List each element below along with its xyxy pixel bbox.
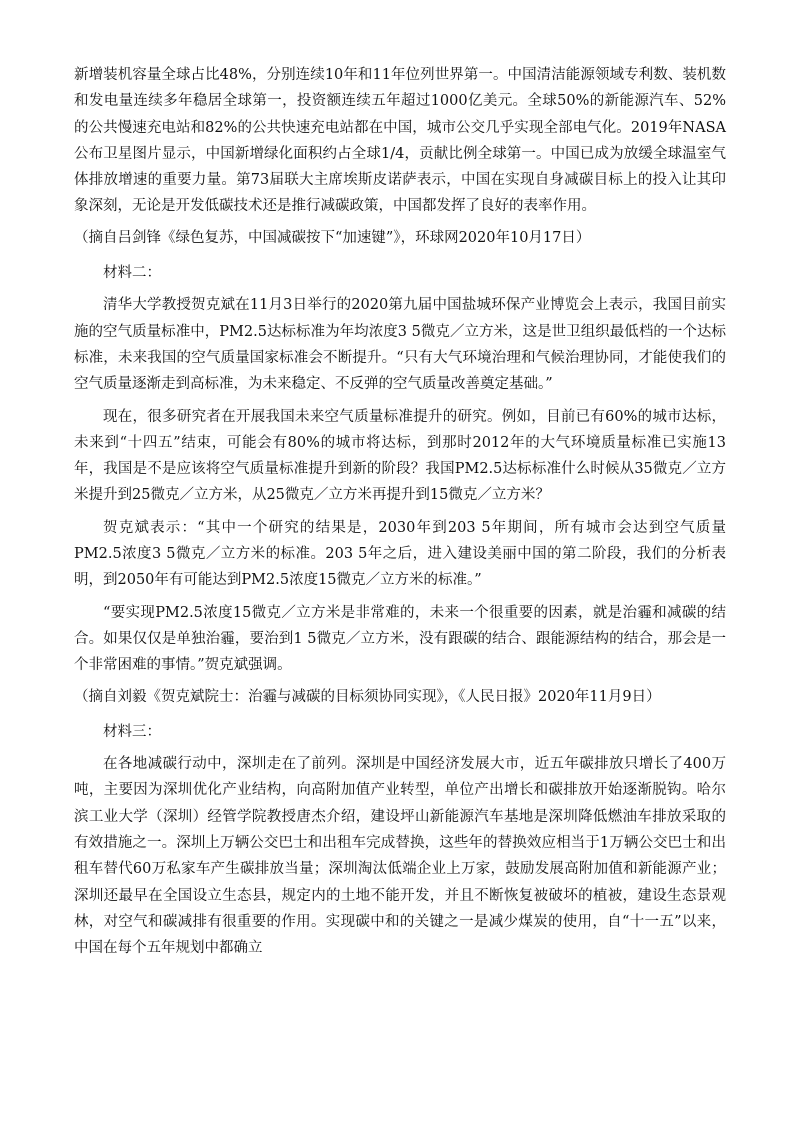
- paragraph-shenzhen-carbon-reduction: 在各地减碳行动中，深圳走在了前列。深圳是中国经济发展大市，近五年碳排放只增长了400万吨，主要因为深圳优化产业结构，向高附加值产业转型，单位产出增长和碳排放开始逐渐脱钩。哈尔滨工业大学（深圳）经管学院教授唐杰介绍，建设坪山新能源汽车基地是深圳降低燃油车排放采取的有效措施之一。深圳上万辆公交巴士和出租车完成替换，这些年的替换效应相当于1万辆公交巴士和出租车替代60万私家车产生碳排放当量；深圳淘汰低端企业上万家，鼓励发展高附加值和新能源产业；深圳还最早在全国设立生态县，规定内的土地不能开发，并且不断恢复被破坏的植被，建设生态景观林，对空气和碳减排有很重要的作用。实现碳中和的关键之一是减少煤炭的使用，自“十一五”以来，中国在每个五年规划中都确立: [74, 756, 726, 957]
- section-heading-material-three: 材料三：: [103, 723, 161, 740]
- paragraph-he-kebin-statement: 清华大学教授贺克斌在11月3日举行的2020第九届中国盐城环保产业博览会上表示，我国目前实施的空气质量标准中，PM2.5达标标准为年均浓度3 5微克／立方米，这是世卫组织最低档的一个达标标准，未来我国的空气质量国家标准会不断提升。“只有大气环境治理和气候治理协同，才能使我们的空气质量逐渐走到高标准，为未来稳定、不反弹的空气质量改善奠定基础。”: [74, 297, 726, 393]
- source-citation-two: （摘自刘毅《贺克斌院士：治霾与减碳的目标须协同实现》，《人民日报》2020年11月9日）: [74, 688, 661, 705]
- source-citation-one: （摘自吕剑锋《绿色复苏，中国减碳按下“加速键”》，环球网2020年10月17日）: [74, 229, 591, 246]
- paragraph-he-kebin-research-result: 贺克斌表示：“其中一个研究的结果是，2030年到203 5年期间，所有城市会达到空气质量PM2.5浓度3 5微克／立方米的标准。203 5年之后，进入建设美丽中国的第二阶段，我们的分析表明，到2050年有可能达到PM2.5浓度15微克／立方米的标准。”: [74, 519, 726, 589]
- paragraph-he-kebin-emphasis: “要实现PM2.5浓度15微克／立方米是非常难的，未来一个很重要的因素，就是治霾和减碳的结合。如果仅仅是单独治霾，要治到1 5微克／立方米，没有跟碳的结合、跟能源结构的结合，那会是一个非常困难的事情。”贺克斌强调。: [74, 604, 726, 674]
- paragraph-research-standards: 现在，很多研究者在开展我国未来空气质量标准提升的研究。例如，目前已有60%的城市达标，未来到“十四五”结束，可能会有80%的城市将达标，到那时2012年的大气环境质量标准已实施13年，我国是不是应该将空气质量标准提升到新的阶段？我国PM2.5达标标准什么时候从35微克／立方米提升到25微克／立方米，从25微克／立方米再提升到15微克／立方米？: [74, 408, 726, 504]
- document-page: [74, 62, 726, 962]
- section-heading-material-two: 材料二：: [103, 265, 161, 282]
- paragraph-material-one-continued: 新增装机容量全球占比48%，分别连续10年和11年位列世界第一。中国清洁能源领域专利数、装机数和发电量连续多年稳居全球第一，投资额连续五年超过1000亿美元。全球50%的新能源汽车、52%的公共慢速充电站和82%的公共快速充电站都在中国，城市公交几乎实现全部电气化。2019年NASA公布卫星图片显示，中国新增绿化面积约占全球1/4，贡献比例全球第一。中国已成为放缓全球温室气体排放增速的重要力量。第73届联大主席埃斯皮诺萨表示，中国在实现自身减碳目标上的投入让其印象深刻，无论是开发低碳技术还是推行减碳政策，中国都发挥了良好的表率作用。: [74, 67, 726, 215]
